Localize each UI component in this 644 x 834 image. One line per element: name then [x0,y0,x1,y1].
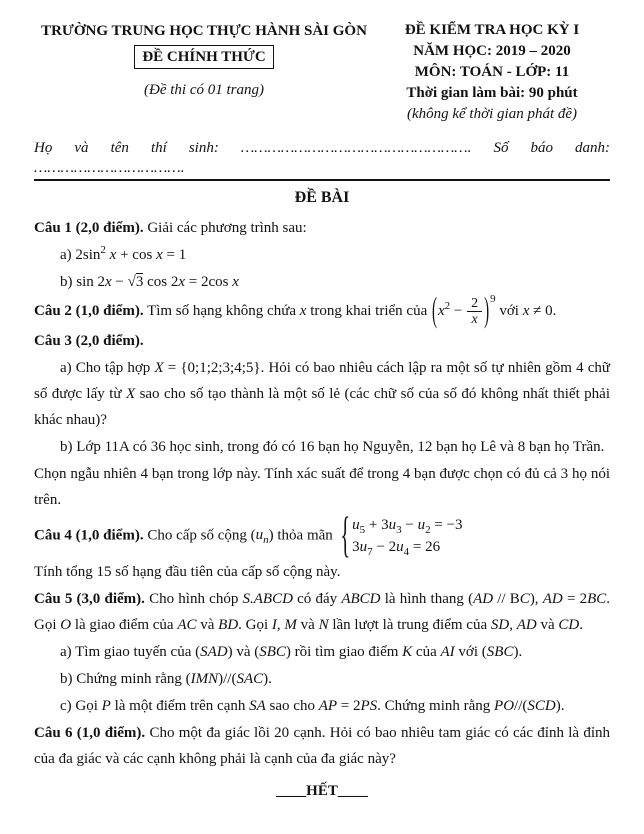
question-3-label: Câu 3 (2,0 điểm). [34,333,144,349]
sheet-count-note: (Đề thi có 01 trang) [144,82,264,98]
school-name: TRƯỜNG TRUNG HỌC THỰC HÀNH SÀI GÒN [41,23,367,39]
candidate-name-dots: ……………………………………………. [240,140,472,156]
candidate-info-line [34,137,610,159]
official-stamp-wrap [34,42,374,70]
question-5-item-b: b) Chứng minh rằng (IMN)//(SAC). [60,671,272,687]
question-1-item-b: b) sin 2x − √3 cos 2x = 2cos x [60,274,239,290]
question-2-text: Tìm số hạng không chứa x trong khai triển của ($x^2$ − $\frac{2}{x}$ )$^9$ với x ≠ 0. [147,292,557,330]
question-2 [34,292,610,330]
question-1-heading [34,215,610,241]
question-6-label: Câu 6 (1,0 điểm). [34,725,146,741]
question-5-intro: Cho hình chóp S.ABCD có đáy ABCD là hình thang (AD // BC), AD = 2BC. Gọi O là giao điểm của AC và BD. Gọi I, M và N lần lượt là trung điểm của SD, AD và CD. [34,591,611,633]
header-left-block [34,20,374,100]
official-stamp-box: ĐỀ CHÍNH THỨC [134,45,273,69]
duration-note: (không kể thời gian phát đề) [406,106,578,122]
question-5-item-c: c) Gọi P là một điểm trên cạnh SA sao cho AP = 2PS. Chứng minh rằng PO//(SCD). [60,698,565,714]
school-year: NĂM HỌC: 2019 – 2020 [413,43,571,59]
question-3-item-b: b) Lớp 11A có 36 học sinh, trong đó có 16 bạn họ Nguyễn, 12 bạn họ Lê và 8 bạn họ Trần. [60,439,605,455]
question-1-item-a: a) $2\sin^2$ x + cos x = 1 [60,244,187,263]
question-1-label: Câu 1 (2,0 điểm). [34,220,144,236]
exam-title: ĐỀ KIỂM TRA HỌC KỲ I [404,22,580,38]
candidate-name-words: và tên thí sinh: [74,140,219,156]
question-4-tail: Tính tổng 15 số hạng đầu tiên của cấp số cộng này. [34,564,341,580]
question-2-label: Câu 2 (1,0 điểm). [34,302,144,319]
question-3-tail: Chọn ngẫu nhiên 4 bạn trong lớp này. Tính xác suất để trong 4 bạn được chọn có đủ cả 3 họ nói trên. [34,466,610,508]
question-6 [34,720,610,772]
candidate-number-label: Số báo danh: [493,140,611,156]
question-3-item-a: a) Cho tập hợp X = {0;1;2;3;4;5}. Hỏi có bao nhiêu cách lập ra một số tự nhiên gồm 4 chữ số được lấy từ X sao cho số tạo thành là một số lẻ (các chữ số của số đó không nhất thiết phải khác nhau)? [34,360,610,428]
question-5-label: Câu 5 (3,0 điểm). [34,591,145,607]
question-6-text: Cho một đa giác lồi 20 cạnh. Hỏi có bao nhiêu tam giác có các đỉnh là đỉnh của đa giác và các cạnh không phải là cạnh của đa giác này? [34,725,610,767]
exam-header [34,20,610,125]
question-4-label: Câu 4 (1,0 điểm). [34,527,144,544]
question-4-heading [34,508,610,564]
question-5-item-a: a) Tìm giao tuyến của (SAD) và (SBC) rồi tìm giao điểm K của AI với (SBC). [60,644,523,660]
question-1-text: Giải các phương trình sau: [147,220,307,236]
paper-body-title: ĐỀ BÀI [294,189,350,206]
candidate-name-label: Họ [34,140,53,156]
candidate-number-dots: ……………………………. [34,160,185,176]
equation-2: $3u_7 - 2u_4 = 26$ [352,539,441,558]
question-4-lead: Cho cấp số cộng $(u_n)$ thỏa mãn [147,527,333,547]
header-right-block [374,20,610,125]
equation-system [352,514,462,558]
subject-class: MÔN: TOÁN - LỚP: 11 [414,64,570,80]
header-divider [34,179,610,181]
equation-1: $u_5 + 3u_3 - u_2 = -3$ [352,517,463,536]
system-brace: { [340,508,351,564]
duration: Thời gian làm bài: 90 phút [406,85,578,101]
question-3-heading [34,328,610,354]
question-5-heading [34,586,610,638]
end-of-paper-mark: ____HẾT____ [276,783,368,799]
